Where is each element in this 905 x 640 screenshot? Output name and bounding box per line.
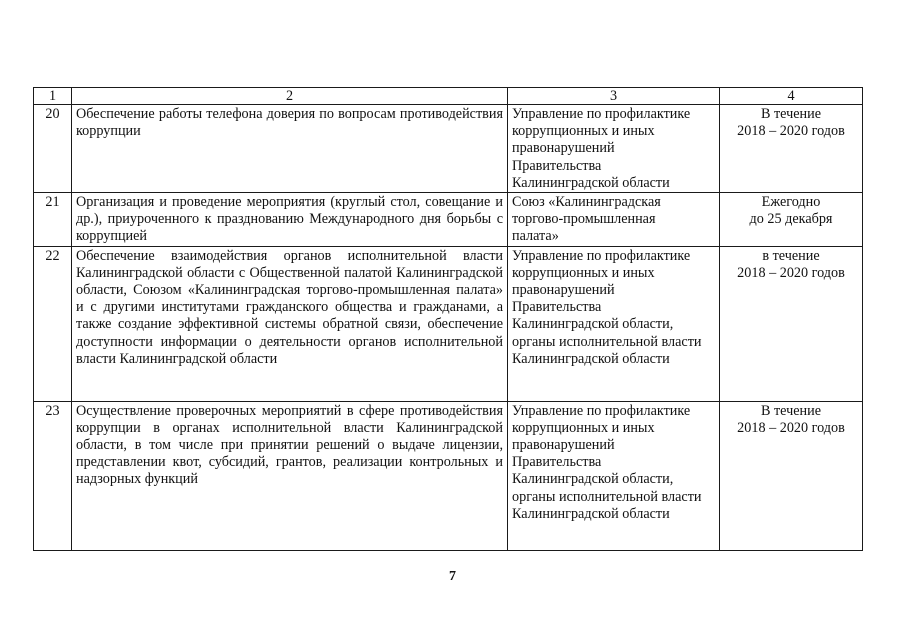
executor-line: коррупционных и иных — [512, 419, 655, 436]
measure-description: Организация и проведение мероприятия (круглый стол, совещание и др.), приуроченного к празднованию Международного дня борьбы с коррупцией — [72, 193, 508, 247]
table-row — [34, 401, 863, 550]
measure-description: Осуществление проверочных мероприятий в сфере противодействия коррупции в органах исполнительной власти Калининградской области, в том числе при принятии решений о выдаче лицензии, представлении квот, субсидий, грантов, реализации контрольных и надзорных функций — [72, 401, 508, 550]
term-line: В течение — [760, 106, 822, 122]
page-number: 7 — [449, 569, 456, 584]
term-line: 2018 – 2020 годов — [737, 264, 845, 281]
executor-cell — [508, 105, 720, 193]
executor-line: Калининградской области — [512, 505, 670, 522]
measure-description: Обеспечение работы телефона доверия по вопросам противодействия коррупции — [72, 105, 508, 193]
executor-line: Управление по профилактике — [512, 247, 691, 264]
table-row — [34, 193, 863, 247]
executor-line: Правительства — [512, 454, 602, 471]
table-row — [34, 105, 863, 193]
term-line: 2018 – 2020 годов — [737, 123, 845, 140]
executor-line: правонарушений — [512, 437, 615, 454]
executor-line: коррупционных и иных — [512, 264, 655, 281]
row-number: 23 — [34, 401, 72, 550]
executor-line: органы исполнительной власти — [512, 333, 702, 350]
row-number: 20 — [34, 105, 72, 193]
executor-line: органы исполнительной власти — [512, 488, 702, 505]
executor-line: Управление по профилактике — [512, 402, 691, 419]
measures-table — [33, 87, 863, 551]
term-cell — [720, 246, 863, 401]
executor-cell — [508, 401, 720, 550]
row-number: 22 — [34, 246, 72, 401]
column-number-3: 3 — [508, 88, 720, 105]
executor-cell — [508, 193, 720, 247]
executor-line: торгово-промышленная — [512, 211, 656, 228]
executor-line: Калининградской области, — [512, 471, 674, 488]
term-line: В течение — [760, 402, 822, 419]
executor-line: коррупционных и иных — [512, 123, 655, 140]
table-header-row — [34, 88, 863, 105]
term-cell — [720, 193, 863, 247]
executor-line: Калининградской области — [512, 174, 670, 191]
executor-line: правонарушений — [512, 282, 615, 299]
term-line: до 25 декабря — [749, 211, 833, 228]
executor-line: Правительства — [512, 157, 602, 174]
column-number-4: 4 — [720, 88, 863, 105]
term-line: Ежегодно — [761, 194, 821, 211]
executor-line: Калининградской области — [512, 350, 670, 367]
executor-line: палата» — [512, 228, 559, 245]
term-cell — [720, 105, 863, 193]
term-cell — [720, 401, 863, 550]
column-number-1: 1 — [34, 88, 72, 105]
executor-cell — [508, 246, 720, 401]
executor-line: Управление по профилактике — [512, 106, 691, 122]
measure-description: Обеспечение взаимодействия органов исполнительной власти Калининградской области с Общественной палатой Калининградской области, Союзом «Калининградская торгово-промышленная палата» и с другими институтами гражданского общества и гражданами, а также создание эффективной системы обратной связи, обеспечение доступности информации о деятельности органов исполнительной власти Калининградской области — [72, 246, 508, 401]
table-row — [34, 246, 863, 401]
row-number: 21 — [34, 193, 72, 247]
column-number-2: 2 — [72, 88, 508, 105]
executor-line: правонарушений — [512, 140, 615, 157]
term-line: 2018 – 2020 годов — [737, 419, 845, 436]
term-line: в течение — [762, 247, 820, 264]
executor-line: Правительства — [512, 299, 602, 316]
executor-line: Союз «Калининградская — [512, 194, 661, 211]
executor-line: Калининградской области, — [512, 316, 674, 333]
